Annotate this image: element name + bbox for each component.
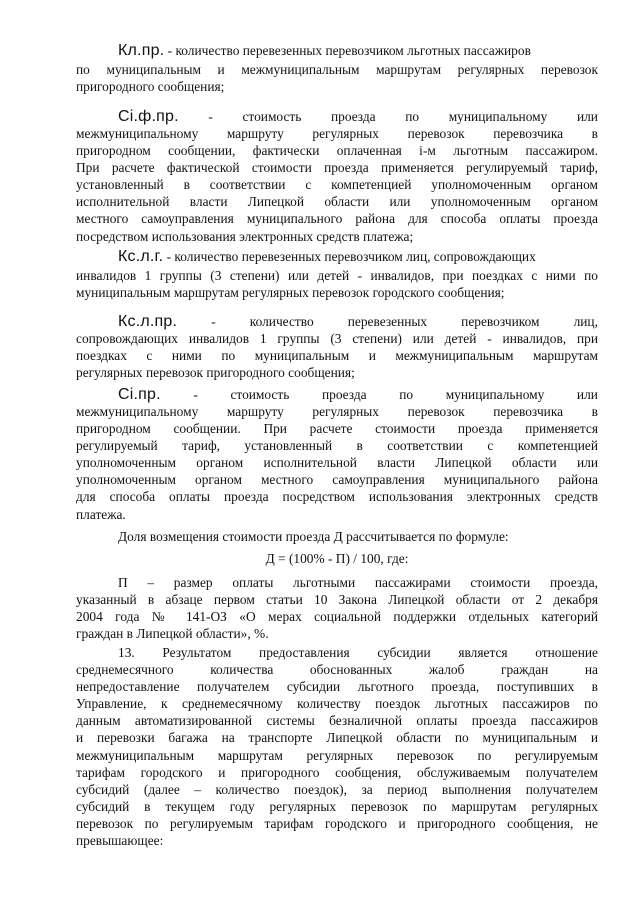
text-line: инвалидов 1 группы (3 степени) или детей - инвалидов, при поездках с ними по — [76, 268, 598, 283]
paragraph-13-result — [76, 644, 598, 849]
paragraph-ks-l-pr — [76, 311, 598, 381]
term-kl-pr: Кл.пр. — [118, 42, 165, 59]
word: муниципальному — [448, 108, 548, 124]
word: по — [405, 108, 420, 124]
word: - — [211, 313, 216, 329]
paragraph-ks-l-g — [76, 248, 598, 301]
term-ci-f-pr: Ci.ф.пр. — [118, 107, 179, 125]
text-line: межмуниципальным маршрутам регулярных перевозок по регулируемым — [76, 747, 598, 763]
first-line — [76, 106, 598, 125]
text-line: среднемесячного количества обоснованных жалоб граждан на — [76, 662, 598, 678]
text-line: исполнительной власти Липецкой области или уполномоченным органом — [76, 194, 598, 210]
text-line: непредоставление получателем субсидии льготного проезда, поступивших в — [76, 679, 598, 695]
text-line: Управление, к среднемесячному количеству поездок льготных пассажиров по — [76, 696, 598, 712]
word: или — [576, 386, 598, 402]
paragraph-ci-f-pr — [76, 106, 598, 245]
word: стоимость — [230, 386, 290, 402]
text-line: регулируемый тариф, установленный в соответствии с компетенцией — [76, 438, 598, 454]
paragraph-ci-pr — [76, 384, 598, 523]
text-line: субсидий (далее – количество поездок), за период выполнения получателем — [76, 781, 598, 797]
first-line — [76, 384, 598, 403]
definition-start: - количество перевезенных перевозчиком льготных пассажиров — [164, 43, 531, 58]
term-ci-pr: Ci.пр. — [118, 385, 161, 403]
text-line: платежа. — [76, 506, 126, 522]
word: или — [576, 108, 598, 124]
text-line: уполномоченным органом исполнительной власти Липецкой области или — [76, 455, 598, 471]
text-line: установленный в соответствии с компетенцией уполномоченным органом — [76, 177, 598, 193]
text-line: пригородном сообщении. При расчете стоимости проезда применяется — [76, 421, 598, 437]
word: проезда — [321, 386, 367, 402]
term-ks-l-pr: Кс.л.пр. — [118, 312, 178, 330]
text-line: данным автоматизированной системы безналичной оплаты проезда пассажиров — [76, 713, 598, 729]
text-line: местного самоуправления муниципального района для способа оплаты проезда — [76, 211, 598, 227]
text-line: П – размер оплаты льготными пассажирами стоимости проезда, — [118, 575, 598, 590]
text-line: тарифам городского и пригородного сообщения, обслуживаемым получателем — [76, 764, 598, 780]
text-line: пригородном сообщении, фактически оплаченная i-м льготным пассажиром. — [76, 143, 598, 159]
text-line: сопровождающих инвалидов 1 группы (3 степени) или детей - инвалидов, при — [76, 331, 598, 346]
text-line: пригородного сообщения; — [76, 79, 225, 95]
text-line: 2004 года № 141-ОЗ «О мерах социальной поддержки отдельных категорий — [76, 609, 598, 625]
first-line — [76, 248, 598, 267]
text-line: При расчете фактической стоимости проезда применяется регулируемый тариф, — [76, 160, 598, 176]
text-line: межмуниципальному маршруту регулярных перевозок перевозчика в — [76, 404, 598, 419]
text-line: превышающее: — [76, 833, 164, 849]
paragraph-formula-intro — [76, 528, 598, 545]
word: муниципальному — [445, 386, 545, 402]
text-line: Доля возмещения стоимости проезда Д рассчитывается по формуле: — [118, 529, 509, 544]
word: стоимость — [242, 108, 302, 124]
paragraph-p-definition — [76, 574, 598, 642]
word: - — [193, 386, 198, 402]
text-line: и перевозки багажа на транспорте Липецкой области по муниципальным и — [76, 730, 598, 746]
text-line: указанный в абзаце первом статьи 10 Закона Липецкой области от 2 декабря — [76, 592, 598, 608]
term-ks-l-g: Кс.л.г. — [118, 248, 164, 265]
word: проезда — [330, 108, 376, 124]
text-line: перевозок по регулируемым тарифам городского и пригородного сообщения, не — [76, 815, 598, 831]
definition-start: - количество перевезенных перевозчиком лиц, сопровождающих — [163, 249, 536, 264]
text-line: регулярных перевозок пригородного сообщения; — [76, 365, 355, 381]
text-line: по муниципальным и межмуниципальным маршрутам регулярных перевозок — [76, 62, 598, 77]
formula: Д = (100% - П) / 100, где: — [265, 551, 409, 566]
formula-block — [76, 550, 598, 567]
word: перевозчиком — [461, 313, 540, 329]
text-line: для способа оплаты проезда посредством использования электронных средств — [76, 489, 598, 505]
text-line: межмуниципальному маршруту регулярных перевозок перевозчика в — [76, 126, 598, 141]
word: - — [208, 108, 213, 124]
text-line: субсидий в текущем году регулярных перевозок по маршрутам регулярных — [76, 798, 598, 814]
first-line — [76, 311, 598, 330]
paragraph-kl-pr — [76, 42, 598, 95]
word: лиц, — [573, 313, 598, 329]
text-line: поездках с ними по муниципальным и межмуниципальным маршрутам — [76, 348, 598, 364]
word: количество — [249, 313, 314, 329]
word: перевезенных — [347, 313, 428, 329]
word: по — [399, 386, 414, 402]
text-line: муниципальным маршрутам регулярных перевозок городского сообщения; — [76, 285, 505, 301]
text-line: 13. Результатом предоставления субсидии является отношение — [118, 645, 598, 660]
text-line: уполномоченным органом местного самоуправления муниципального района — [76, 472, 598, 488]
first-line — [76, 42, 598, 61]
text-line: посредством использования электронных средств платежа; — [76, 228, 414, 244]
text-line: граждан в Липецкой области», %. — [76, 626, 269, 642]
